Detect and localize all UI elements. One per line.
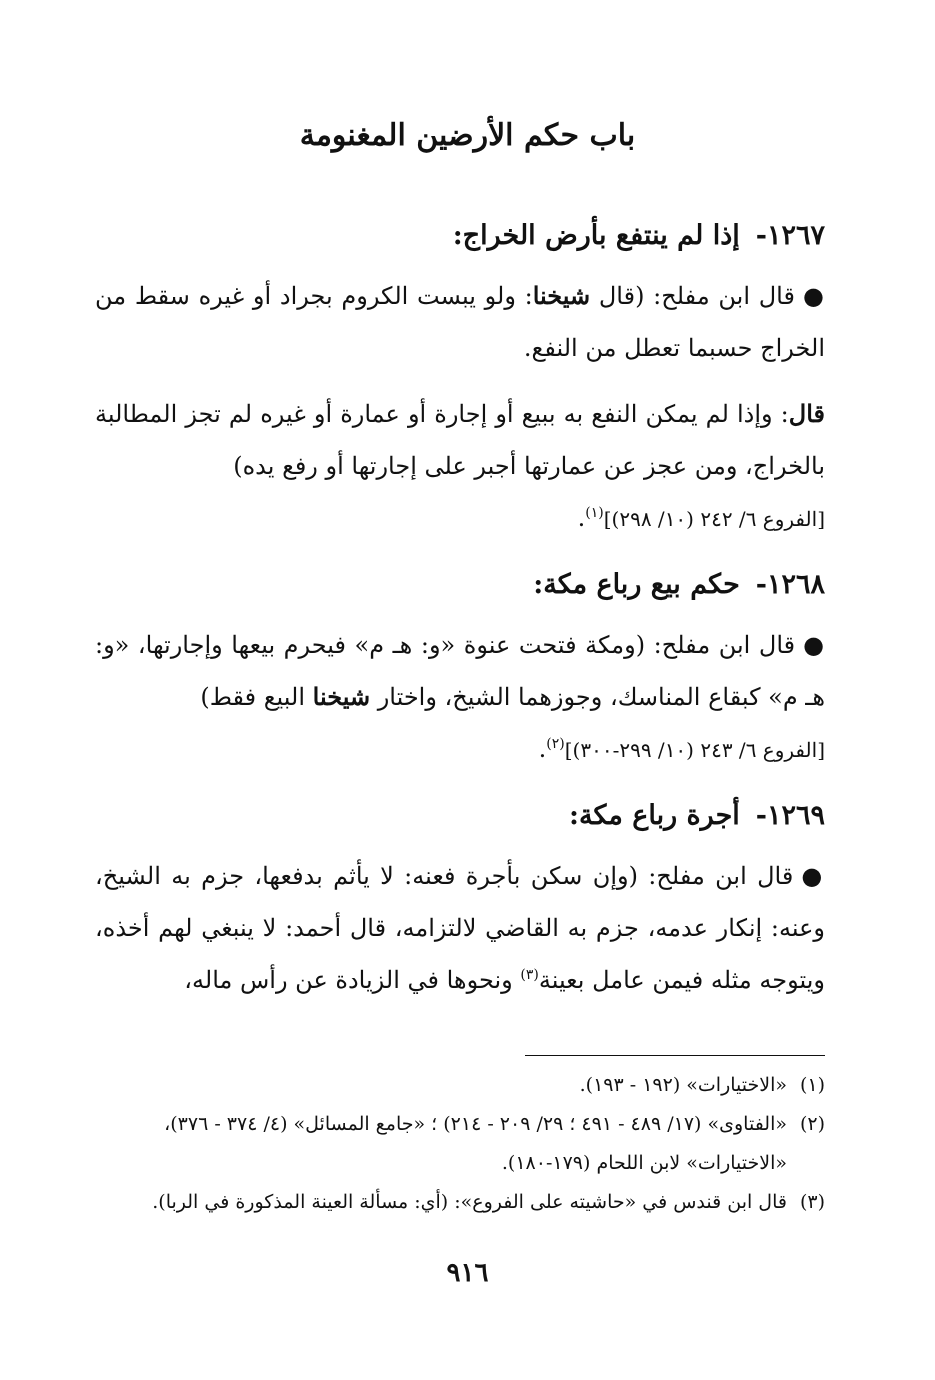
text-run: ونحوها في الزيادة عن رأس ماله، bbox=[184, 966, 521, 994]
text-run: قال ابن مفلح: (ومكة فتحت عنوة «و: هـ م» فيحرم بيعها وإجارتها، «و: هـ م» كبقاع المناسك، وجوزهما الشيخ، واختار bbox=[95, 631, 825, 711]
footnote-marker[interactable]: (١) bbox=[585, 505, 604, 521]
footnote-number: (٢) bbox=[799, 1113, 825, 1135]
text-run: : وإذا لم يمكن النفع به ببيع أو إجارة أو عمارة أو غيره لم تجز المطالبة بالخراج، ومن عجز عن عمارتها أجبر على إجارتها أو رفع يده) bbox=[95, 400, 825, 480]
paragraph bbox=[95, 850, 825, 1006]
footnote-text: «الفتاوى» (١٧/ ٤٨٩ - ٤٩١ ؛ ٢٩/ ٢٠٩ - ٢١٤) ؛ «جامع المسائل» (٤/ ٣٧٤ - ٣٧٦)، «الاختيارات» لابن اللحام (١٧٩-١٨٠). bbox=[164, 1113, 787, 1174]
text-run: البيع فقط) bbox=[200, 683, 313, 711]
text-run: قال ابن مفلح: (وإن سكن بأجرة فعنه: لا يأثم بدفعها، جزم به الشيخ، وعنه: إنكار عدمه، جزم به القاضي لالتزامه، قال أحمد: لا ينبغي لهم أخذه، ويتوجه مثله فيمن عامل بعينة bbox=[95, 862, 825, 994]
footnote-number: (٣) bbox=[799, 1191, 825, 1213]
footnote bbox=[95, 1105, 825, 1183]
section-heading-1267 bbox=[95, 210, 825, 262]
section-title: أجرة رباع مكة: bbox=[569, 800, 740, 831]
footnote-marker[interactable]: (٢) bbox=[546, 736, 565, 752]
bullet-icon: ● bbox=[801, 861, 825, 890]
section-heading-1269 bbox=[95, 790, 825, 842]
footnotes bbox=[95, 1055, 825, 1222]
source-reference: [الفروع ٦/ ٢٤٣ (١٠/ ٢٩٩-٣٠٠)] bbox=[564, 738, 825, 762]
footnote bbox=[95, 1066, 825, 1105]
bold-term: شيخنا bbox=[532, 281, 591, 310]
bullet-icon: ● bbox=[802, 281, 825, 310]
paragraph bbox=[95, 270, 825, 374]
section-title: إذا لم ينتفع بأرض الخراج: bbox=[452, 220, 740, 251]
section-number: ١٢٦٩- bbox=[755, 800, 825, 831]
footnote-marker[interactable]: (٣) bbox=[520, 967, 539, 983]
footnote-divider bbox=[525, 1055, 825, 1056]
bullet-icon: ● bbox=[803, 630, 825, 659]
text-run: قال ابن مفلح: (قال bbox=[590, 282, 795, 310]
bold-term: شيخنا bbox=[312, 682, 371, 711]
footnote-text: قال ابن قندس في «حاشيته على الفروع»: (أي: مسألة العينة المذكورة في الربا). bbox=[152, 1191, 787, 1213]
source-reference: [الفروع ٦/ ٢٤٢ (١٠/ ٢٩٨)] bbox=[603, 507, 825, 531]
paragraph: ●قال ابن مفلح: (ومكة فتحت عنوة «و: هـ م» فيحرم بيعها وإجارتها، «و: هـ م» كبقاع المناسك، وجوزهما الشيخ، واختار شيخنا البيع فقط) [الفروع ٦/ ٢٤٣ (١٠/ ٢٩٩-٣٠٠)]$^{(٢)}$. bbox=[95, 630, 825, 763]
page-number: ٩١٦ bbox=[446, 1258, 489, 1288]
bold-term: قال bbox=[788, 399, 825, 428]
footnote-text: «الاختيارات» (١٩٢ - ١٩٣). bbox=[579, 1074, 787, 1096]
main-content bbox=[95, 210, 825, 1020]
footnote-number: (١) bbox=[799, 1074, 825, 1096]
section-number: ١٢٦٨- bbox=[755, 569, 825, 600]
section-heading-1268 bbox=[95, 559, 825, 611]
section-title: حكم بيع رباع مكة: bbox=[533, 569, 740, 600]
chapter-title: باب حكم الأرضين المغنومة bbox=[299, 118, 636, 153]
text-run: : ولو يبست الكروم بجراد أو غيره سقط من الخراج حسبما تعطل من النفع. bbox=[95, 282, 825, 362]
paragraph: قال: وإذا لم يمكن النفع به ببيع أو إجارة أو عمارة أو غيره لم تجز المطالبة بالخراج، ومن عجز عن عمارتها أجبر على إجارتها أو رفع يده) [الفروع ٦/ ٢٤٢ (١٠/ ٢٩٨)]$^{(١)}$. bbox=[95, 399, 825, 532]
footnote bbox=[95, 1183, 825, 1222]
section-number: ١٢٦٧- bbox=[755, 220, 825, 251]
